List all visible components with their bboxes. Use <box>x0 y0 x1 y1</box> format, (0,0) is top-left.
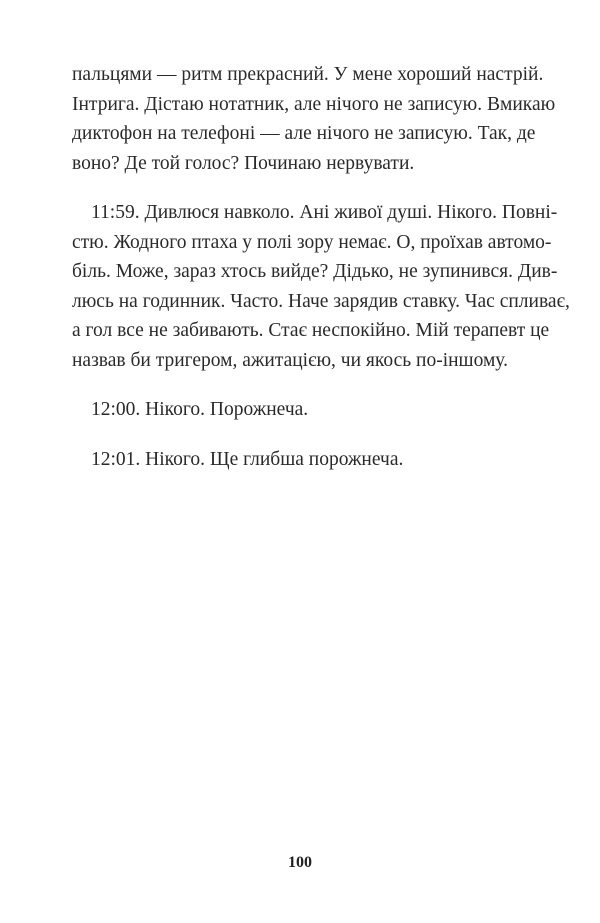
page-body <box>72 60 570 494</box>
text-line: 12:01. Нікого. Ще глибша порожнеча. <box>91 448 404 470</box>
text-line: диктофон на телефоні — але нічого не записую. Так, де <box>72 123 536 144</box>
text-line: назвав би тригером, ажитацією, чи якось по-іншому. <box>72 349 508 371</box>
paragraph-4 <box>72 445 528 475</box>
text-line: Інтрига. Дістаю нотатник, але нічого не записую. Вмикаю <box>72 93 556 115</box>
text-line: 12:00. Нікого. Порожнеча. <box>91 399 309 420</box>
text-line: воно? Де той голос? Починаю нервувати. <box>72 152 415 174</box>
text-line: люсь на годинник. Часто. Наче зарядив ставку. Час спливає, <box>72 290 570 312</box>
paragraph-2 <box>72 198 570 375</box>
text-line: біль. Може, зараз хтось вийде? Дідько, не зупинився. Див- <box>72 261 558 282</box>
paragraph-3 <box>72 395 528 425</box>
text-line: 11:59. Дивлюся навколо. Ані живої душі. Нікого. Повні- <box>91 202 558 223</box>
text-line: стю. Жодного птаха у полі зору немає. О, проїхав автомо- <box>72 231 552 253</box>
text-line: а гол все не забивають. Стає неспокійно. Мій терапевт це <box>72 320 550 341</box>
page-number: 100 <box>288 854 312 871</box>
text-line: пальцями — ритм прекрасний. У мене хороший настрій. <box>72 64 544 85</box>
paragraph-1 <box>72 60 556 178</box>
